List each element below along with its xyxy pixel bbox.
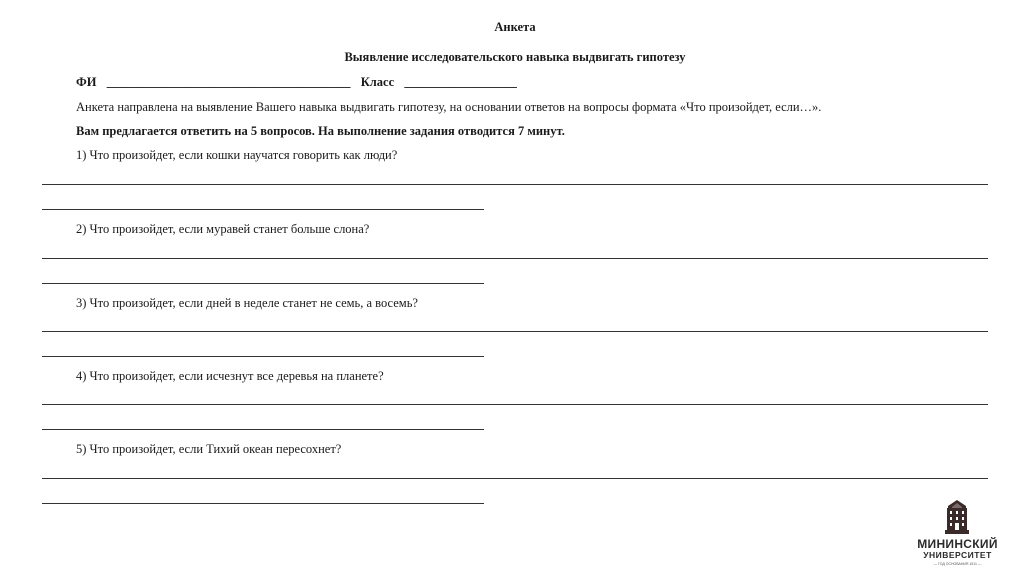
answer-line-4a — [42, 404, 988, 405]
logo-year: — ГОД ОСНОВАНИЯ 1911 — — [933, 562, 982, 566]
fi-blank: _______________________________________ — [106, 75, 351, 89]
answer-line-2a — [42, 258, 988, 259]
answer-line-3a — [42, 331, 988, 332]
question-5: 5) Что произойдет, если Тихий океан пересохнет? — [76, 442, 342, 456]
university-tower-icon — [944, 500, 970, 534]
answer-line-2b — [42, 283, 484, 284]
document-title: Анкета — [494, 20, 536, 34]
logo-name-line1: МИНИНСКИЙ — [917, 537, 998, 551]
document-subtitle: Выявление исследовательского навыка выдвигать гипотезу — [344, 50, 686, 64]
question-4: 4) Что произойдет, если исчезнут все деревья на планете? — [76, 369, 384, 383]
answer-line-5b — [42, 503, 484, 504]
fi-label: ФИ — [76, 75, 97, 89]
answer-line-1a — [42, 184, 988, 185]
question-2: 2) Что произойдет, если муравей станет больше слона? — [76, 222, 370, 236]
instruction-text: Вам предлагается ответить на 5 вопросов. На выполнение задания отводится 7 минут. — [76, 124, 565, 138]
name-class-row — [76, 75, 517, 90]
answer-line-4b — [42, 429, 484, 430]
question-1: 1) Что произойдет, если кошки научатся говорить как люди? — [76, 148, 398, 162]
question-3: 3) Что произойдет, если дней в неделе станет не семь, а восемь? — [76, 296, 418, 310]
answer-line-1b — [42, 209, 484, 210]
logo-name-line2: УНИВЕРСИТЕТ — [923, 550, 992, 560]
university-logo — [905, 500, 1010, 570]
intro-text: Анкета направлена на выявление Вашего навыка выдвигать гипотезу, на основании ответов на вопросы формата «Что произойдет, если…». — [76, 100, 822, 114]
answer-line-5a — [42, 478, 988, 479]
class-label: Класс — [360, 75, 395, 89]
class-blank: __________________ — [404, 75, 517, 89]
answer-line-3b — [42, 356, 484, 357]
